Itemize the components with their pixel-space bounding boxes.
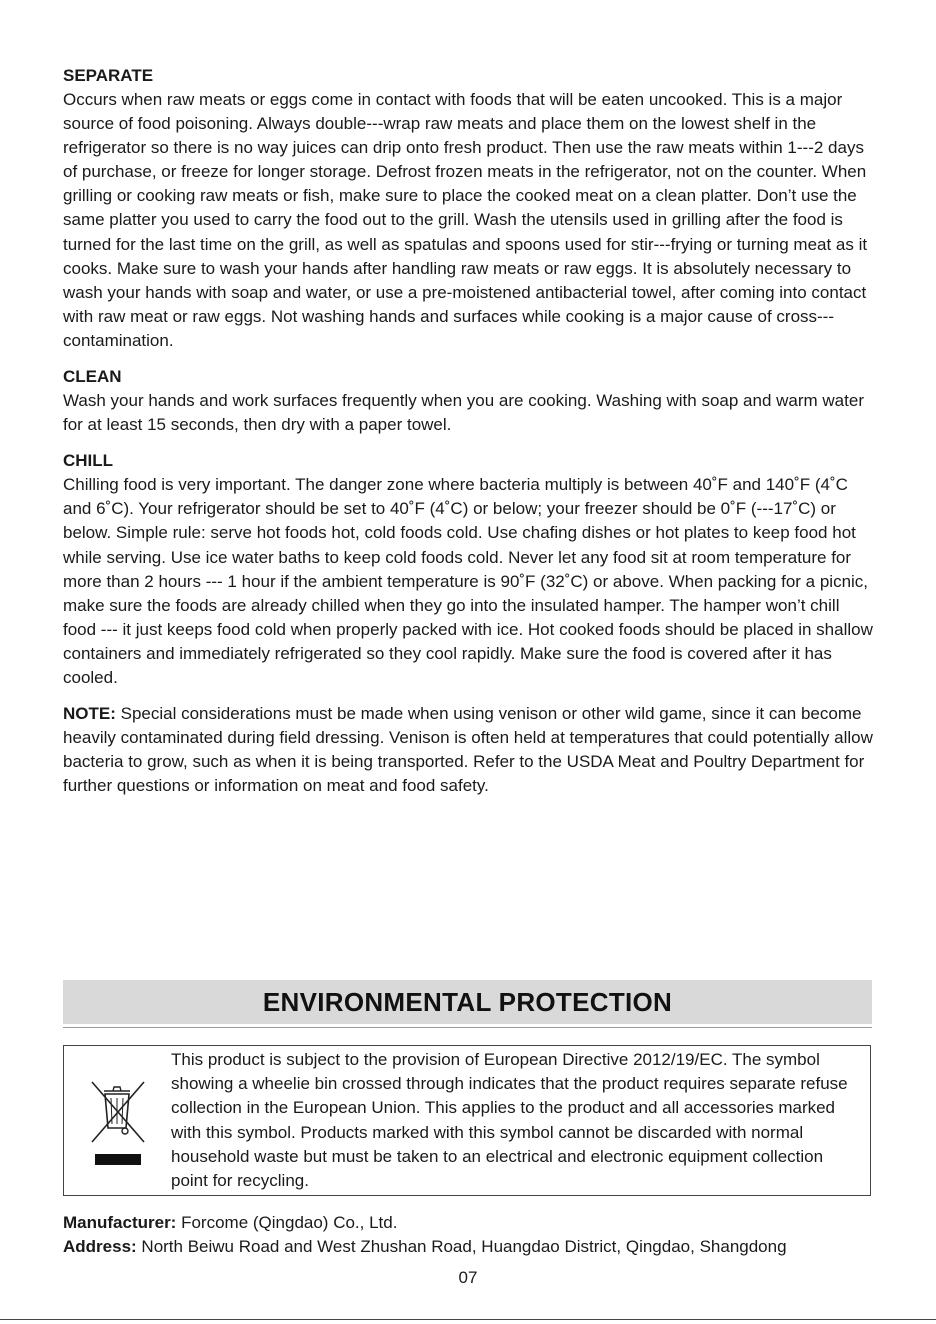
environmental-protection-banner [63, 980, 872, 1024]
address-value: North Beiwu Road and West Zhushan Road, Huangdao District, Qingdao, Shangdong [136, 1237, 787, 1256]
page-number: 07 [458, 1268, 478, 1287]
manufacturer-line [63, 1211, 875, 1235]
note-label: NOTE: [63, 704, 116, 724]
banner-divider [63, 1027, 872, 1028]
food-safety-content [63, 64, 875, 810]
weee-notice-text: This product is subject to the provision of European Directive 2012/19/EC. The symbol showing a wheelie bin crossed through indicates that the product requires separate refuse collection in the European Union. This applies to the product and all accessories marked with this symbol. Products marked with this symbol cannot be discarded with normal household waste but must be taken to an electrical and electronic equipment collection point for recycling. [171, 1050, 848, 1191]
note-paragraph [63, 702, 875, 798]
manufacturer-info [63, 1211, 875, 1259]
address-line [63, 1235, 875, 1259]
note-section [63, 702, 875, 798]
clean-paragraph: Wash your hands and work surfaces frequently when you are cooking. Washing with soap and warm water for at least 15 seconds, then dry with a paper towel. [63, 391, 864, 435]
clean-section [63, 365, 875, 437]
address-label: Address: [63, 1237, 137, 1256]
clean-heading: CLEAN [63, 367, 122, 387]
chill-section [63, 449, 875, 690]
manufacturer-label: Manufacturer: [63, 1213, 177, 1232]
chill-paragraph: Chilling food is very important. The danger zone where bacteria multiply is between 40˚F and 140˚F (4˚C and 6˚C). Your refrigerator should be set to 40˚F (4˚C) or below; your freezer should be 0˚F (---17˚C) or below. Simple rule: serve hot foods hot, cold foods cold. Use chafing dishes or hot plates to keep food hot while serving. Use ice water baths to keep cold foods cold. Never let any food sit at room temperature for more than 2 hours --- 1 hour if the ambient temperature is 90˚F (32˚C) or above. When packing for a picnic, make sure the foods are already chilled when they go into the insulated hamper. The hamper won’t chill food --- it just keeps food cold when properly packed with ice. Hot cooked foods should be placed in shallow containers and immediately refrigerated so they cool rapidly. Make sure the food is covered after it has cooled. [63, 475, 873, 687]
note-text: Special considerations must be made when using venison or other wild game, since it can become heavily contaminated during field dressing. Venison is often held at temperatures that could potentially allow bacteria to grow, such as when it is being transported. Refer to the USDA Meat and Poultry Department for further questions or information on meat and food safety. [63, 704, 873, 796]
separate-section [63, 64, 875, 353]
separate-paragraph: Occurs when raw meats or eggs come in contact with foods that will be eaten uncooked. This is a major source of food poisoning. Always double---wrap raw meats and place them on the lowest shelf in the refrigerator so there is no way juices can drip onto fresh product. Then use the raw meats within 1---2 days of purchase, or freeze for longer storage. Defrost frozen meats in the refrigerator, not on the counter. When grilling or cooking raw meats or fish, make sure to place the cooked meat on a clean platter. Don’t use the same platter you used to carry the food out to the grill. Wash the utensils used in grilling after the food is turned for the last time on the grill, as well as spatulas and spoons used for stir---frying or turning meat as it cooks. Make sure to wash your hands after handling raw meats or raw eggs. It is absolutely necessary to wash your hands with soap and water, or use a pre-moistened antibacterial towel, after coming into contact with raw meat or raw eggs. Not washing hands and surfaces while cooking is a major cause of cross---contamination. [63, 90, 868, 350]
manufacturer-value: Forcome (Qingdao) Co., Ltd. [176, 1213, 398, 1232]
separate-heading: SEPARATE [63, 66, 154, 85]
environmental-protection-title: ENVIRONMENTAL PROTECTION [262, 986, 673, 1017]
weee-notice-box [63, 1045, 871, 1196]
page-bottom-rule [0, 1319, 936, 1320]
crossed-out-wheelie-bin-icon [84, 1076, 150, 1166]
chill-heading: CHILL [63, 451, 114, 471]
